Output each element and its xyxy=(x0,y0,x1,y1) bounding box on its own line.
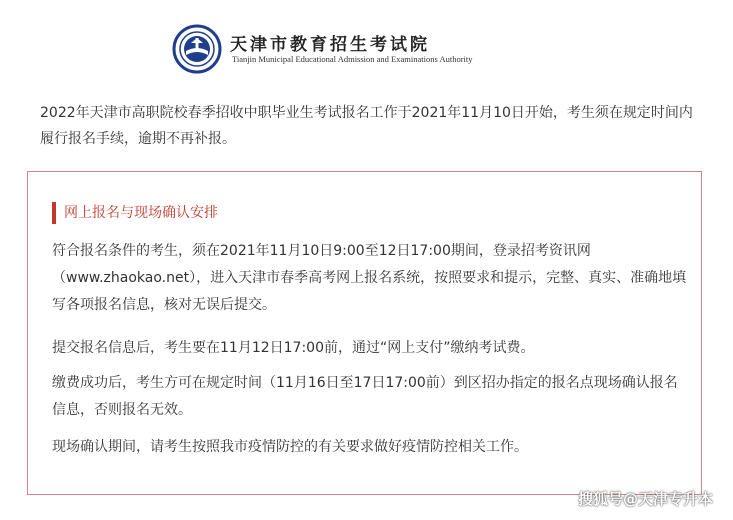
section-title: 网上报名与现场确认安排 xyxy=(52,202,218,224)
org-name-en: Tianjin Municipal Educational Admission and Examinations Authority xyxy=(232,54,473,64)
header xyxy=(172,22,502,80)
org-logo-icon xyxy=(172,24,222,74)
paragraph-payment: 提交报名信息后，考生要在11月12日17:00前，通过“网上支付”缴纳考试费。 xyxy=(52,340,535,356)
paragraph-onsite-confirmation: 缴费成功后，考生方可在规定时间（11月16日至17日17:00前）到区招办指定的报名点现场确认报名信息，否则报名无效。 xyxy=(52,375,678,418)
paragraph-epidemic-prevention: 现场确认期间，请考生按照我市疫情防控的有关要求做好疫情防控相关工作。 xyxy=(52,439,528,455)
watermark: 搜狐号@天津专升本 xyxy=(577,490,713,508)
intro-paragraph: 2022年天津市高职院校春季招收中职毕业生考试报名工作于2021年11月10日开始，考生须在规定时间内履行报名手续，逾期不再补报。 xyxy=(40,105,693,147)
org-name-cn: 天津市教育招生考试院 xyxy=(230,35,430,55)
paragraph-online-registration: 符合报名条件的考生，须在2021年11月10日9:00至12日17:00期间，登录招考资讯网（www.zhaokao.net），进入天津市春季高考网上报名系统，按照要求和提示，完整、真实、准确地填写各项报名信息，核对无误后提交。 xyxy=(52,243,687,313)
registration-panel xyxy=(27,171,702,495)
